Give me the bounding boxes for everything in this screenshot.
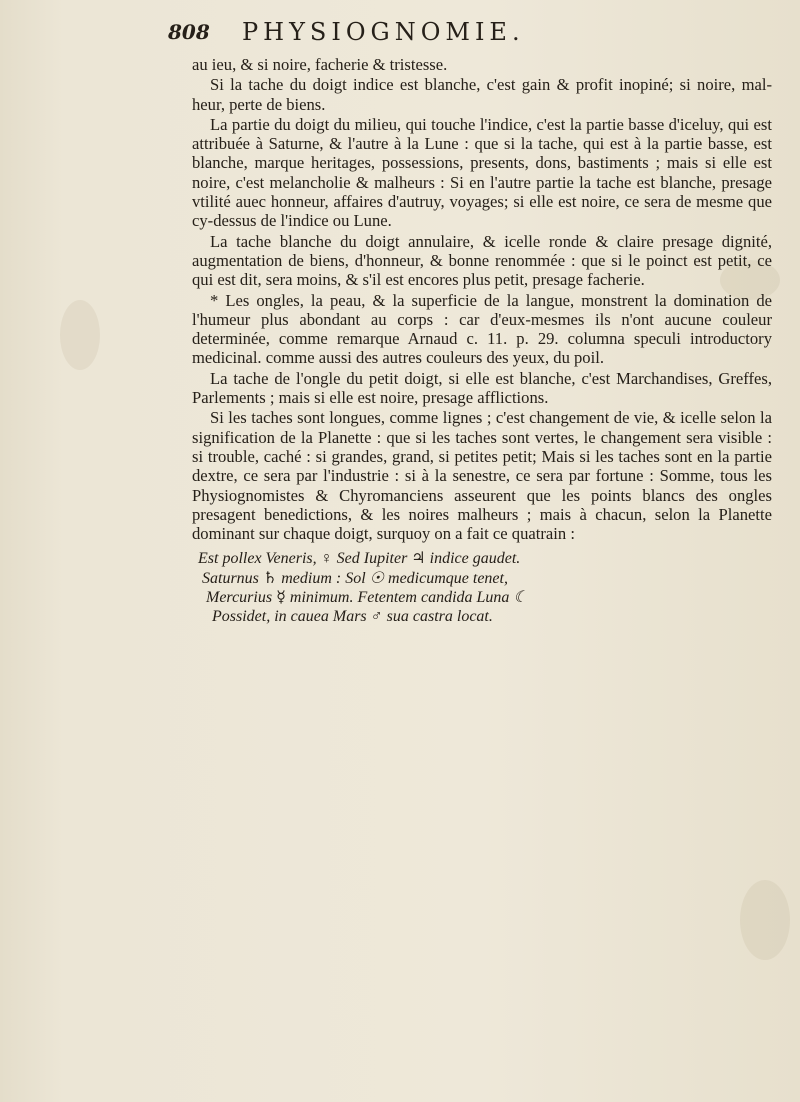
running-title: PHYSIOGNOMIE.: [242, 18, 525, 46]
verse-line: Saturnus ♄ medium : Sol ☉ medicumque tenet,: [202, 569, 508, 587]
paragraph: La tache de l'ongle du petit doigt, si elle est blanche, c'est Marchandises, Greffes, Parlements ; mais si elle est noire, presage afflictions.: [192, 368, 772, 408]
verse-line: Est pollex Veneris, ♀ Sed Iupiter ♃ indice gaudet.: [198, 550, 521, 568]
paragraph: Si les taches sont longues, comme lignes ; c'est changement de vie, & icelle selon la signification de la Planette : que si les taches sont vertes, le changement sera visible : si trouble, caché : si grandes, grand, si petites petit; Mais si les taches sont en la partie dextre, ce sera par l'industrie : si à la senestre, ce sera par fortune : Somme, tous les Physiognomistes & Chyromanciens asseurent que les points blancs des ongles presagent benedictions, & les noires malheurs ; mais à chacun, selon la Planette dominant sur chaque doigt, surquoy on a fait ce quatrain :: [192, 408, 772, 544]
paper-stain: [740, 880, 790, 960]
paragraph: La partie du doigt du milieu, qui touche l'indice, c'est la partie basse d'iceluy, qui est attribuée à Saturne, & l'autre à la Lune : que si la tache, qui est à la partie basse, est blanche, marque heritages, possessions, presents, dons, bastiments ; mais si elle est noire, c'est melancholie & malheurs : Si en l'autre partie la tache est blanche, presage vtilité auec honneur, affaires d'autruy, voyages; si elle est noire, ce sera de mesme que cy-dessus de l'indice ou Lune.: [192, 114, 772, 231]
paragraph: au ieu, & si noire, facherie & tristesse.: [192, 55, 448, 74]
paragraph: La tache blanche du doigt annulaire, & icelle ronde & claire presage dignité, augmentation de biens, d'honneur, & bonne renommée : que si le poinct est petit, ce qui est dit, sera moins, & s'il est encores plus petit, presage facherie.: [192, 231, 772, 290]
latin-quatrain: [192, 549, 772, 626]
page-number: 808: [168, 20, 210, 44]
paper-stain: [60, 300, 100, 370]
paragraph: * Les ongles, la peau, & la superficie de la langue, monstrent la domination de l'humeur plus abondant au corps : car d'eux-mesmes ils n'ont aucune couleur determinée, comme remarque Arnaud c. 11. p. 29. columna speculi introductory medicinal. comme aussi des autres couleurs des yeux, du poil.: [192, 290, 772, 368]
page-header: [168, 18, 778, 48]
verse-line: Mercurius ☿ minimum. Fetentem candida Luna ☾: [206, 589, 528, 607]
paragraph: Si la tache du doigt indice est blanche, c'est gain & profit inopiné; si noire, mal-heur, perte de biens.: [192, 75, 772, 114]
verse-line: Possidet, in cauea Mars ♂ sua castra locat.: [212, 608, 493, 626]
body-text: [192, 55, 772, 627]
